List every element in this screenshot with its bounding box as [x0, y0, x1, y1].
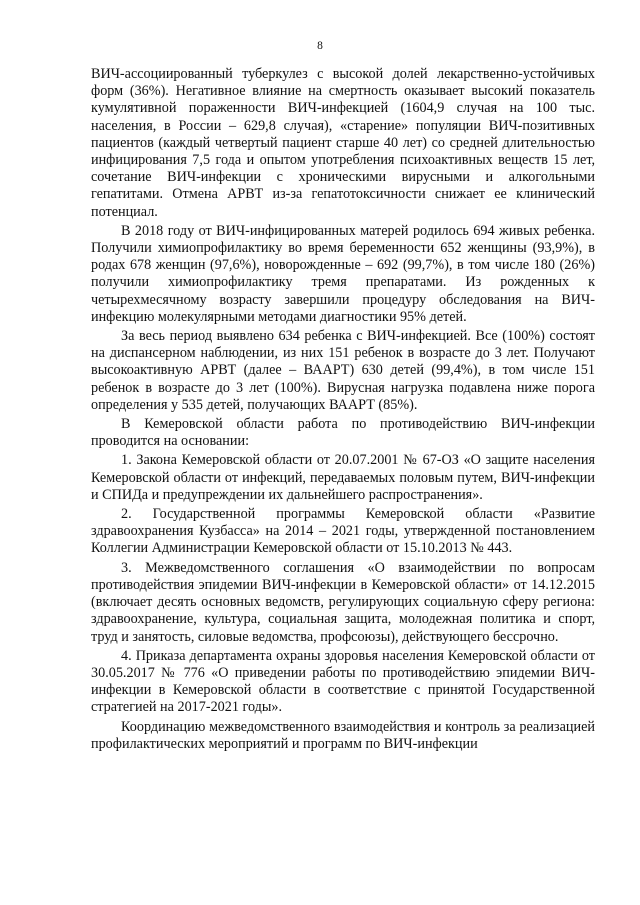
- paragraph-children-hiv: За весь период выявлено 634 ребенка с ВИЧ-инфекцией. Все (100%) состоят на диспансерном наблюдении, из них 151 ребенок в возрасте до 3 лет. Получают высокоактивную АРВТ (далее – ВААРТ) 630 детей (99,4%), в том числе 151 ребенок в возрасте до 3 лет (100%). Вирусная нагрузка подавлена ниже порога определения у 535 детей, получающих ВААРТ (85%).: [91, 328, 595, 413]
- paragraph-tuberculosis: ВИЧ-ассоциированный туберкулез с высокой долей лекарственно-устойчивых форм (36%). Негативное влияние на смертность оказывает высокий показатель кумулятивной пораженности ВИЧ-инфекцией (1604,9 случая на 100 тыс. населения, в России – 629,8 случая), «старение» популяции ВИЧ-позитивных пациентов (каждый четвертый пациент старше 40 лет) со средней длительностью инфицирования 7,5 года и опытом употребления психоактивных веществ 15 лет, сочетание ВИЧ-инфекции с хроническими вирусными и алкогольными гепатитами. Отмена АРВТ из-за гепатотоксичности снижает ее клинический потенциал.: [91, 66, 595, 220]
- list-item-state-program: 2. Государственной программы Кемеровской области «Развитие здравоохранения Кузбасса» на 2014 – 2021 годы, утвержденной постановлением Коллегии Администрации Кемеровской области от 15.10.2013 № 443.: [91, 506, 595, 557]
- paragraph-legal-basis-intro: В Кемеровской области работа по противодействию ВИЧ-инфекции проводится на основании:: [91, 416, 595, 450]
- list-item-order: 4. Приказа департамента охраны здоровья населения Кемеровской области от 30.05.2017 № 776 «О приведении работы по противодействию эпидемии ВИЧ-инфекции в Кемеровской области в соответствие с принятой Государственной стратегией на 2017-2021 годы».: [91, 647, 595, 716]
- paragraph-births-2018: В 2018 году от ВИЧ-инфицированных матерей родилось 694 живых ребенка. Получили химиопрофилактику во время беременности 652 женщины (93,9%), в родах 678 женщин (97,6%), новорожденные – 692 (99,7%), в том числе 180 (26%) получили химиопрофилактику тремя препаратами. Из рожденных к четырехмесячному возрасту завершили процедуру обследования на ВИЧ-инфекцию молекулярными методами диагностики 95% детей.: [91, 222, 595, 325]
- list-item-agreement: 3. Межведомственного соглашения «О взаимодействии по вопросам противодействия эпидемии ВИЧ-инфекции в Кемеровской области» от 14.12.2015 (включает десять основных ведомств, регулирующих социальную сферу региона: здравоохранение, культура, социальная защита, молодежная политика и спорт, труд и занятость, силовые ведомства, профсоюзы), действующего бессрочно.: [91, 559, 595, 645]
- document-body: [91, 66, 595, 755]
- paragraph-coordination: Координацию межведомственного взаимодействия и контроль за реализацией профилактических мероприятий и программ по ВИЧ-инфекции: [91, 718, 595, 752]
- list-item-law: 1. Закона Кемеровской области от 20.07.2001 № 67-ОЗ «О защите населения Кемеровской области от инфекций, передаваемых половым путем, ВИЧ-инфекции и СПИДа и предупреждении их дальнейшего распространения».: [91, 452, 595, 503]
- page-number: 8: [317, 40, 323, 52]
